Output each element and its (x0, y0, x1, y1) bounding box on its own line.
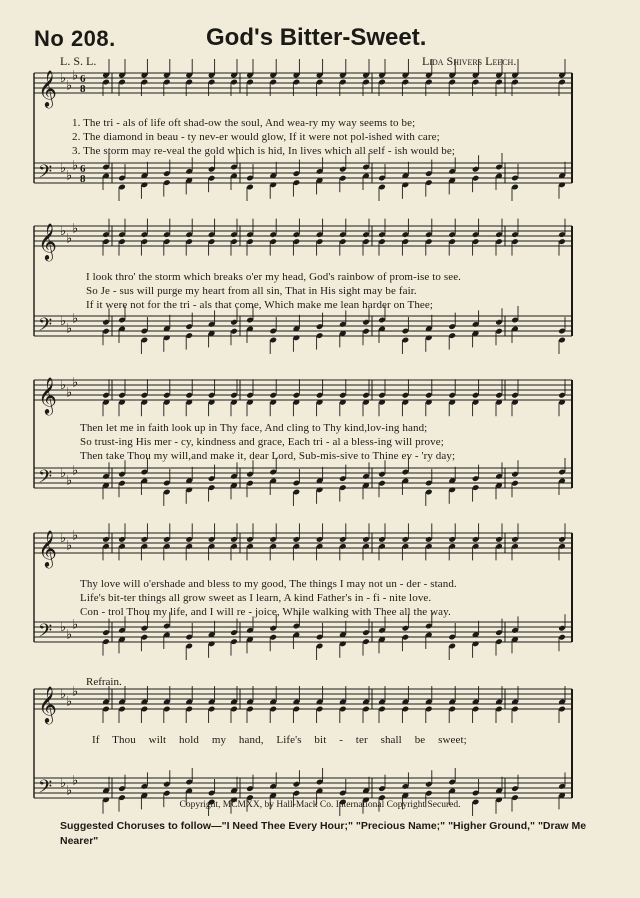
flat-sign: ♭ (66, 78, 73, 94)
flat-sign: ♭ (66, 694, 73, 710)
treble-clef: 𝄞 (38, 222, 57, 260)
verse-line: Then let me in faith look up in Thy face, And cling to Thy kind,lov-ing hand; (80, 422, 428, 434)
refrain-label: Refrain. (86, 676, 122, 688)
flat-sign: ♭ (60, 466, 67, 481)
verse-line: Con - trol Thou my life, and I will re - joice, While walking with Thee all the way. (80, 606, 451, 618)
hymn-title: God's Bitter-Sweet. (206, 24, 427, 51)
composer-initials: L. S. L. (60, 54, 97, 68)
flat-sign: ♭ (66, 538, 73, 554)
verse-line: Life's bit-ter things all grow sweet as I learn, A kind Father's in - fi - nite love. (80, 592, 432, 604)
treble-clef: 𝄞 (38, 685, 57, 723)
flat-sign: ♭ (66, 473, 73, 489)
bass-clef: 𝄢 (38, 621, 53, 646)
verse-line: So Je - sus will purge my heart from all sin, That in His sight may be fair. (86, 285, 417, 297)
bass-clef: 𝄢 (38, 162, 53, 187)
flat-sign: ♭ (60, 620, 67, 635)
time-signature: 6 (80, 73, 86, 85)
time-signature: 8 (80, 173, 86, 185)
flat-sign: ♭ (72, 773, 79, 789)
author-credit: Lida Shivers Leech. (422, 54, 517, 68)
flat-sign: ♭ (60, 224, 67, 239)
bass-clef: 𝄢 (38, 315, 53, 340)
verse-line: 2. The diamond in beau - ty nev-er would glow, If it were not pol-ished with care; (72, 131, 440, 143)
flat-sign: ♭ (60, 531, 67, 546)
flat-sign: ♭ (60, 776, 67, 791)
copyright-line: Copyright, MCMXX, by Hall-Mack Co. International Copyright Secured. (179, 800, 461, 810)
treble-clef: 𝄞 (38, 69, 57, 107)
flat-sign: ♭ (66, 783, 73, 799)
verse-line: Thy love will o'ershade and bless to my good, The things I may not un - der - stand. (80, 578, 457, 590)
flat-sign: ♭ (66, 385, 73, 401)
flat-sign: ♭ (72, 617, 79, 633)
flat-sign: ♭ (72, 528, 79, 544)
flat-sign: ♭ (72, 375, 79, 391)
verse-line: Then take Thou my will,and make it, dear Lord, Sub-mis-sive to Thine ev - 'ry day; (80, 450, 456, 462)
flat-sign: ♭ (66, 321, 73, 337)
refrain-line: If Thou wilt hold my hand, Life's bit - ter shall be sweet; (92, 734, 467, 746)
verse-line: I look thro' the storm which breaks o'er my head, God's rainbow of prom-ise to see. (86, 271, 462, 283)
suggested-choruses: Suggested Choruses to follow—"I Need Thee Every Hour;" "Precious Name;" "Higher Ground," "Draw Me Nearer" (60, 820, 587, 847)
flat-sign: ♭ (72, 684, 79, 700)
treble-clef: 𝄞 (38, 529, 57, 567)
verse-line: So trust-ing His mer - cy, kindness and grace, Each tri - al a bless-ing will prove; (80, 436, 444, 448)
verse-line: If it were not for the tri - als that come, Which make me lean harder on Thee; (86, 299, 434, 311)
flat-sign: ♭ (72, 158, 79, 174)
flat-sign: ♭ (72, 463, 79, 479)
flat-sign: ♭ (66, 627, 73, 643)
hymn-number: No 208. (34, 26, 116, 51)
flat-sign: ♭ (60, 378, 67, 393)
verse-line: 3. The storm may re-veal the gold which is hid, In lives which all self - ish would be; (72, 145, 456, 157)
bass-clef: 𝄢 (38, 777, 53, 802)
bass-clef: 𝄢 (38, 467, 53, 492)
flat-sign: ♭ (72, 311, 79, 327)
flat-sign: ♭ (60, 314, 67, 329)
treble-clef: 𝄞 (38, 376, 57, 414)
flat-sign: ♭ (72, 221, 79, 237)
flat-sign: ♭ (60, 687, 67, 702)
flat-sign: ♭ (66, 231, 73, 247)
time-signature: 6 (80, 163, 86, 175)
time-signature: 8 (80, 83, 86, 95)
flat-sign: ♭ (66, 168, 73, 184)
flat-sign: ♭ (72, 68, 79, 84)
verse-line: 1. The tri - als of life oft shad-ow the soul, And wea-ry my way seems to be; (72, 117, 416, 129)
flat-sign: ♭ (60, 71, 67, 86)
flat-sign: ♭ (60, 161, 67, 176)
